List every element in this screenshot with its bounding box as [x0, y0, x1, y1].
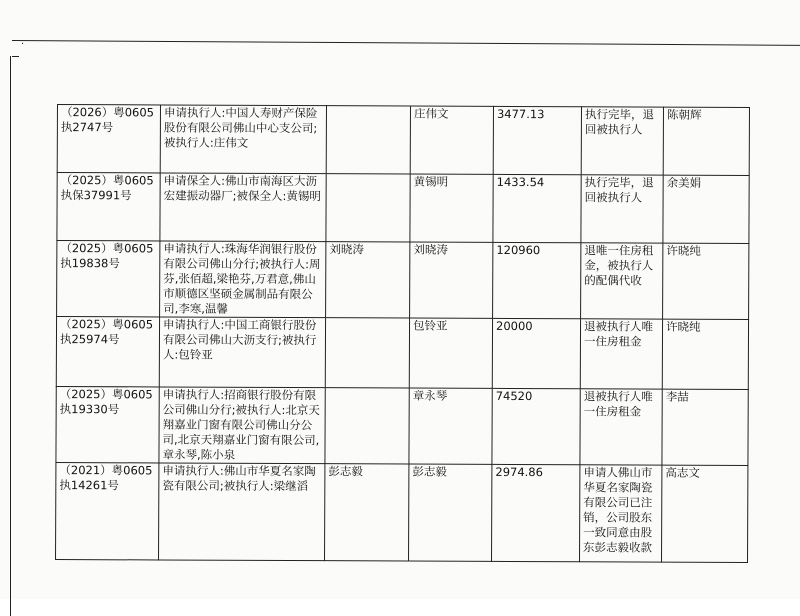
payee-name: 彭志毅 [409, 464, 492, 561]
case-number: （2026）粤0605执2747号 [57, 105, 160, 173]
parties: 申请执行人:中国人寿财产保险股份有限公司佛山中心支公司;被执行人:庄伟文 [160, 105, 326, 174]
amount: 74520 [492, 388, 580, 464]
officer: 陈朝辉 [663, 107, 749, 175]
refund-reason: 退被执行人唯一住房租金 [580, 389, 662, 465]
parties: 申请执行人:佛山市华夏名家陶瓷有限公司;被执行人:梁继滔 [159, 463, 325, 561]
amount: 2974.86 [492, 464, 580, 561]
officer: 许晓纯 [663, 243, 749, 319]
handler [326, 174, 410, 242]
payee-name: 黄锡明 [410, 174, 493, 242]
refund-reason: 执行完毕，退回被执行人 [581, 175, 663, 243]
page-left-border [10, 56, 12, 616]
payee-name: 包铃亚 [409, 318, 492, 388]
handler: 刘晓涛 [326, 242, 410, 318]
table-row [57, 173, 749, 244]
amount: 3477.13 [493, 106, 581, 174]
border-tick [12, 56, 19, 58]
payee-name: 刘晓涛 [410, 242, 493, 318]
refund-reason: 退唯一住房租金，被执行人的配偶代收 [581, 243, 663, 319]
table-row [56, 386, 748, 465]
refund-reason: 申请人佛山市华夏名家陶瓷有限公司已注销，公司股东一致同意由股东彭志毅收款 [580, 465, 662, 562]
handler [326, 106, 410, 174]
officer: 李喆 [662, 389, 748, 465]
parties: 申请执行人:招商银行股份有限公司佛山分行;被执行人:北京天翔嘉业门窗有限公司佛山分公司,北京天翔嘉业门窗有限公司,章永琴,陈小泉 [159, 387, 325, 464]
amount: 1433.54 [493, 174, 581, 242]
refund-reason: 执行完毕，退回被执行人 [581, 107, 663, 175]
officer: 余美娟 [663, 175, 749, 243]
payee-name: 章永琴 [409, 388, 492, 464]
amount: 20000 [492, 318, 580, 388]
case-number: （2021）粤0605执14261号 [56, 462, 159, 559]
handler [325, 318, 409, 388]
case-number: （2025）粤0605执19330号 [56, 386, 159, 462]
table-row [56, 317, 748, 390]
page-top-border [12, 40, 800, 47]
amount: 120960 [493, 242, 581, 318]
table-row [57, 241, 749, 320]
case-number: （2025）粤0605执保37991号 [57, 173, 160, 241]
officer: 高志文 [662, 465, 748, 562]
page-mark: · [21, 39, 25, 50]
parties: 申请执行人:中国工商银行股份有限公司佛山大沥支行;被执行人:包铃亚 [159, 317, 325, 388]
handler [325, 388, 409, 464]
parties: 申请执行人:珠海华润银行股份有限公司佛山分行;被执行人:周芬,张佰超,梁艳芬,万君意,佛山市顺德区坚硕金属制品有限公司,李寒,温馨 [160, 241, 326, 318]
parties: 申请保全人:佛山市南海区大沥宏建振动器厂;被保全人:黄锡明 [160, 173, 326, 242]
table-row [56, 462, 748, 562]
officer: 许晓纯 [662, 319, 748, 389]
payee-name: 庄伟文 [410, 106, 493, 174]
handler: 彭志毅 [325, 464, 409, 561]
case-number: （2025）粤0605执25974号 [56, 317, 159, 387]
table-row [57, 105, 749, 176]
refund-ledger-table [55, 104, 750, 563]
case-number: （2025）粤0605执19838号 [57, 241, 160, 317]
refund-reason: 退被执行人唯一住房租金 [580, 319, 662, 389]
